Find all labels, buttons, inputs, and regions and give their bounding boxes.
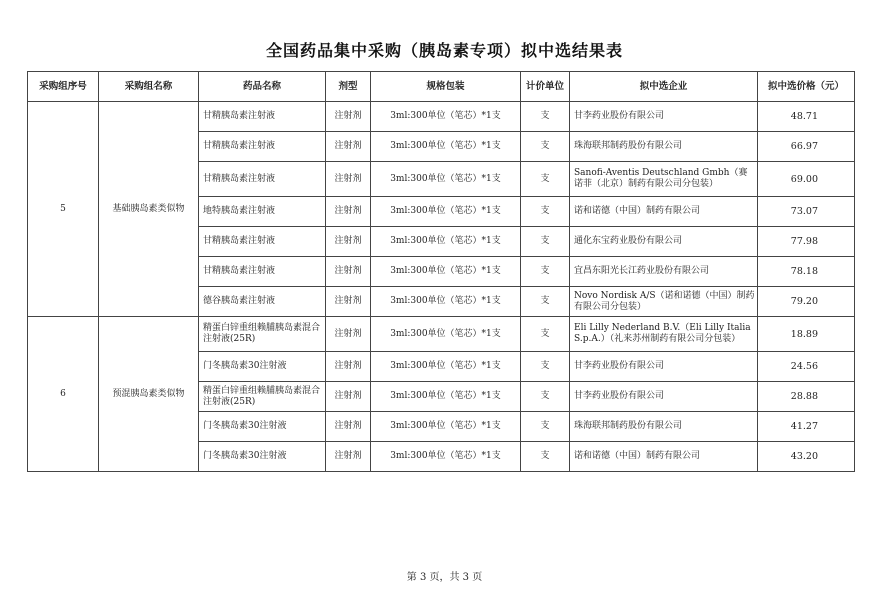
price-cell: 78.18 — [758, 257, 855, 287]
group-id-cell: 6 — [28, 317, 99, 472]
company-cell: Novo Nordisk A/S（诺和诺德（中国）制药有限公司分包装） — [570, 287, 758, 317]
unit-cell: 支 — [521, 162, 570, 197]
page-footer: 第 3 页，共 3 页 — [406, 572, 483, 583]
header-spec: 规格包装 — [371, 72, 521, 102]
price-cell: 48.71 — [758, 102, 855, 132]
company-cell: 珠海联邦制药股份有限公司 — [570, 412, 758, 442]
drug-name-cell: 门冬胰岛素30注射液 — [199, 352, 326, 382]
company-cell: 通化东宝药业股份有限公司 — [570, 227, 758, 257]
unit-cell: 支 — [521, 412, 570, 442]
table-header-row — [28, 72, 855, 102]
company-cell: 诺和诺德（中国）制药有限公司 — [570, 197, 758, 227]
unit-cell: 支 — [521, 352, 570, 382]
price-cell: 28.88 — [758, 382, 855, 412]
drug-name-cell: 甘精胰岛素注射液 — [199, 257, 326, 287]
company-cell: Sanofi-Aventis Deutschland Gmbh（赛诺菲（北京）制药有限公司分包装） — [570, 162, 758, 197]
dosage-form-cell: 注射剂 — [326, 257, 371, 287]
header-unit: 计价单位 — [521, 72, 570, 102]
group-id-cell: 5 — [28, 102, 99, 317]
spec-cell: 3ml:300单位（笔芯）*1支 — [371, 287, 521, 317]
price-cell: 24.56 — [758, 352, 855, 382]
drug-name-cell: 甘精胰岛素注射液 — [199, 102, 326, 132]
company-cell: 甘李药业股份有限公司 — [570, 382, 758, 412]
header-price: 拟中选价格（元） — [758, 72, 855, 102]
price-cell: 73.07 — [758, 197, 855, 227]
drug-name-cell: 甘精胰岛素注射液 — [199, 132, 326, 162]
dosage-form-cell: 注射剂 — [326, 352, 371, 382]
spec-cell: 3ml:300单位（笔芯）*1支 — [371, 352, 521, 382]
unit-cell: 支 — [521, 442, 570, 472]
spec-cell: 3ml:300单位（笔芯）*1支 — [371, 317, 521, 352]
company-cell: 诺和诺德（中国）制药有限公司 — [570, 442, 758, 472]
drug-name-cell: 甘精胰岛素注射液 — [199, 162, 326, 197]
unit-cell: 支 — [521, 382, 570, 412]
group-name-cell: 预混胰岛素类似物 — [99, 317, 199, 472]
drug-name-cell: 精蛋白锌重组赖脯胰岛素混合注射液(25R) — [199, 382, 326, 412]
company-cell: 甘李药业股份有限公司 — [570, 352, 758, 382]
spec-cell: 3ml:300单位（笔芯）*1支 — [371, 197, 521, 227]
unit-cell: 支 — [521, 317, 570, 352]
price-cell: 69.00 — [758, 162, 855, 197]
header-company: 拟中选企业 — [570, 72, 758, 102]
unit-cell: 支 — [521, 227, 570, 257]
page-title: 全国药品集中采购（胰岛素专项）拟中选结果表 — [265, 41, 623, 60]
dosage-form-cell: 注射剂 — [326, 102, 371, 132]
spec-cell: 3ml:300单位（笔芯）*1支 — [371, 132, 521, 162]
price-cell: 18.89 — [758, 317, 855, 352]
dosage-form-cell: 注射剂 — [326, 227, 371, 257]
dosage-form-cell: 注射剂 — [326, 317, 371, 352]
group-name-cell: 基础胰岛素类似物 — [99, 102, 199, 317]
price-cell: 77.98 — [758, 227, 855, 257]
table-row — [28, 102, 855, 132]
spec-cell: 3ml:300单位（笔芯）*1支 — [371, 382, 521, 412]
unit-cell: 支 — [521, 132, 570, 162]
unit-cell: 支 — [521, 287, 570, 317]
dosage-form-cell: 注射剂 — [326, 412, 371, 442]
table-row — [28, 317, 855, 352]
company-cell: 宜昌东阳光长江药业股份有限公司 — [570, 257, 758, 287]
drug-name-cell: 德谷胰岛素注射液 — [199, 287, 326, 317]
dosage-form-cell: 注射剂 — [326, 132, 371, 162]
header-group-name: 采购组名称 — [99, 72, 199, 102]
price-cell: 79.20 — [758, 287, 855, 317]
header-group-id: 采购组序号 — [28, 72, 99, 102]
spec-cell: 3ml:300单位（笔芯）*1支 — [371, 412, 521, 442]
drug-name-cell: 门冬胰岛素30注射液 — [199, 412, 326, 442]
price-cell: 41.27 — [758, 412, 855, 442]
drug-name-cell: 甘精胰岛素注射液 — [199, 227, 326, 257]
drug-name-cell: 地特胰岛素注射液 — [199, 197, 326, 227]
spec-cell: 3ml:300单位（笔芯）*1支 — [371, 442, 521, 472]
dosage-form-cell: 注射剂 — [326, 197, 371, 227]
dosage-form-cell: 注射剂 — [326, 382, 371, 412]
unit-cell: 支 — [521, 257, 570, 287]
price-cell: 66.97 — [758, 132, 855, 162]
company-cell: Eli Lilly Nederland B.V.（Eli Lilly Italia S.p.A.）（礼来苏州制药有限公司分包装） — [570, 317, 758, 352]
dosage-form-cell: 注射剂 — [326, 287, 371, 317]
dosage-form-cell: 注射剂 — [326, 442, 371, 472]
drug-name-cell: 精蛋白锌重组赖脯胰岛素混合注射液(25R) — [199, 317, 326, 352]
unit-cell: 支 — [521, 102, 570, 132]
header-dosage-form: 剂型 — [326, 72, 371, 102]
company-cell: 甘李药业股份有限公司 — [570, 102, 758, 132]
drug-name-cell: 门冬胰岛素30注射液 — [199, 442, 326, 472]
company-cell: 珠海联邦制药股份有限公司 — [570, 132, 758, 162]
spec-cell: 3ml:300单位（笔芯）*1支 — [371, 102, 521, 132]
spec-cell: 3ml:300单位（笔芯）*1支 — [371, 227, 521, 257]
results-table — [27, 71, 855, 472]
spec-cell: 3ml:300单位（笔芯）*1支 — [371, 162, 521, 197]
unit-cell: 支 — [521, 197, 570, 227]
price-cell: 43.20 — [758, 442, 855, 472]
header-drug-name: 药品名称 — [199, 72, 326, 102]
spec-cell: 3ml:300单位（笔芯）*1支 — [371, 257, 521, 287]
dosage-form-cell: 注射剂 — [326, 162, 371, 197]
